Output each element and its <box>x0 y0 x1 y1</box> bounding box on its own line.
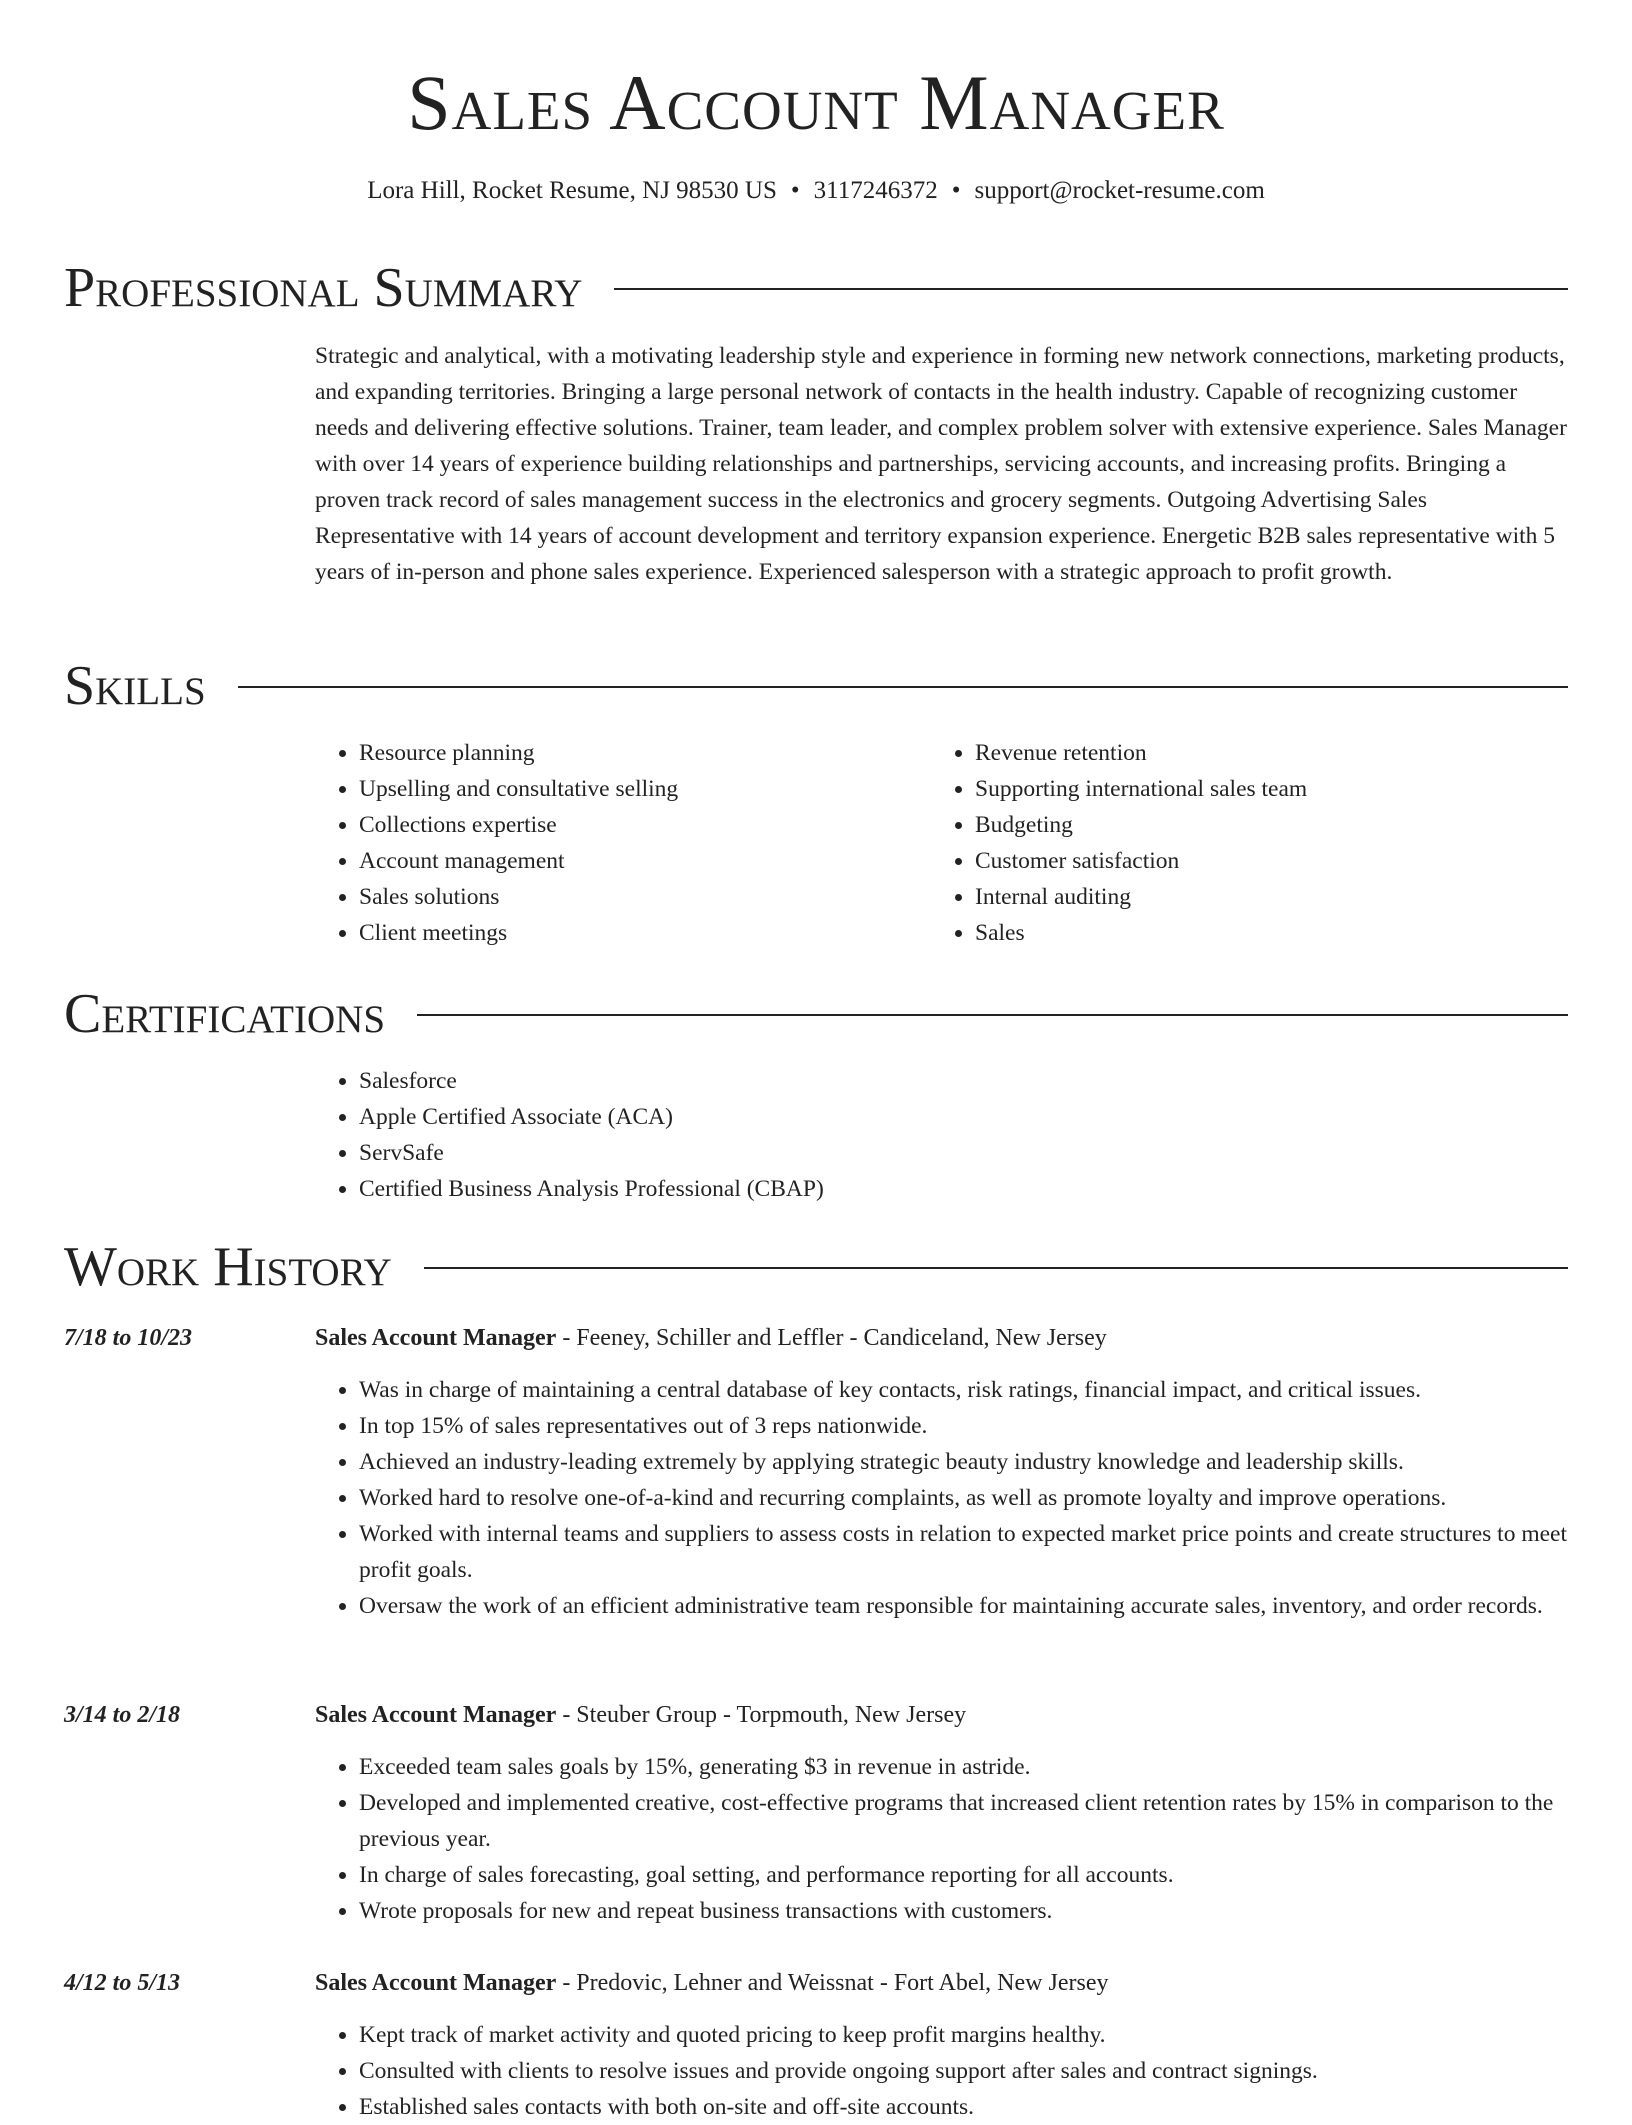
job-heading <box>315 1965 1108 2001</box>
contact-phone[interactable]: 3117246372 <box>813 177 938 204</box>
skill-item: • Internal auditing <box>975 879 1531 915</box>
section-header-work-history <box>64 1232 1568 1302</box>
job-duty-item: • Established sales contacts with both on-site and off-site accounts. <box>359 2089 1568 2125</box>
job-dates: 4/12 to 5/13 <box>64 1970 181 1996</box>
job-role: Sales Account Manager <box>315 1970 557 1996</box>
contact-separator: • <box>951 177 961 204</box>
section-title: Skills <box>64 655 206 717</box>
job-employer: - Steuber Group - Torpmouth, New Jersey <box>556 1702 967 1728</box>
skills-column-right <box>931 735 1531 951</box>
skill-item: • Sales solutions <box>359 879 915 915</box>
section-divider <box>238 686 1568 688</box>
job-duty-item: • Wrote proposals for new and repeat business transactions with customers. <box>359 1893 1568 1929</box>
job-employer: - Feeney, Schiller and Leffler - Candiceland, New Jersey <box>556 1325 1107 1351</box>
skill-item: • Client meetings <box>359 915 915 951</box>
job-employer: - Predovic, Lehner and Weissnat - Fort Abel, New Jersey <box>556 1970 1109 1996</box>
skill-item: • Supporting international sales team <box>975 771 1531 807</box>
section-header-certifications <box>64 979 1568 1049</box>
job-dates: 3/14 to 2/18 <box>64 1702 181 1728</box>
job-duties <box>315 2017 1568 2125</box>
certification-item: • Certified Business Analysis Professional (CBAP) <box>359 1171 1215 1207</box>
skill-item: • Customer satisfaction <box>975 843 1531 879</box>
section-title: Certifications <box>64 983 386 1045</box>
section-title: Professional Summary <box>64 257 583 319</box>
job-duty-item: • In top 15% of sales representatives out of 3 reps nationwide. <box>359 1408 1568 1444</box>
job-duty-item: • Worked hard to resolve one-of-a-kind and recurring complaints, as well as promote loyalty and improve operations. <box>359 1480 1568 1516</box>
certification-item: • Apple Certified Associate (ACA) <box>359 1099 1215 1135</box>
skill-item: • Sales <box>975 915 1531 951</box>
skill-item: • Resource planning <box>359 735 915 771</box>
job-duty-item: • Worked with internal teams and suppliers to assess costs in relation to expected market price points and create structures to meet profit goals. <box>359 1516 1568 1588</box>
job-heading <box>315 1320 1107 1356</box>
job-duty-item: • In charge of sales forecasting, goal setting, and performance reporting for all accounts. <box>359 1857 1568 1893</box>
job-duty-item: • Developed and implemented creative, cost-effective programs that increased client retention rates by 15% in comparison to the previous year. <box>359 1785 1568 1857</box>
job-duties <box>315 1749 1568 1929</box>
contact-email[interactable]: support@rocket-resume.com <box>974 177 1265 204</box>
skill-item: • Collections expertise <box>359 807 915 843</box>
certification-item: • Salesforce <box>359 1063 1215 1099</box>
section-divider <box>614 288 1568 290</box>
section-header-skills <box>64 651 1568 721</box>
skill-item: • Account management <box>359 843 915 879</box>
certifications-list <box>315 1063 1215 1207</box>
job-role: Sales Account Manager <box>315 1702 557 1728</box>
skill-item: • Upselling and consultative selling <box>359 771 915 807</box>
section-title: Work History <box>64 1236 392 1298</box>
contact-separator: • <box>790 177 800 204</box>
job-dates: 7/18 to 10/23 <box>64 1325 193 1351</box>
job-duty-item: • Exceeded team sales goals by 15%, generating $3 in revenue in astride. <box>359 1749 1568 1785</box>
section-header-summary <box>64 253 1568 323</box>
certification-item: • ServSafe <box>359 1135 1215 1171</box>
job-duty-item: • Achieved an industry-leading extremely by applying strategic beauty industry knowledge and leadership skills. <box>359 1444 1568 1480</box>
job-duty-item: • Consulted with clients to resolve issues and provide ongoing support after sales and contract signings. <box>359 2053 1568 2089</box>
job-duties <box>315 1372 1568 1624</box>
contact-address: Lora Hill, Rocket Resume, NJ 98530 US <box>367 177 777 204</box>
job-duty-item: • Oversaw the work of an efficient administrative team responsible for maintaining accurate sales, inventory, and order records. <box>359 1588 1568 1624</box>
section-divider <box>424 1267 1568 1269</box>
summary-text: Strategic and analytical, with a motivating leadership style and experience in forming new network connections, marketing products, and expanding territories. Bringing a large personal network of contacts in the health industry. Capable of recognizing customer needs and delivering effective solutions. Trainer, team leader, and complex problem solver with extensive experience. Sales Manager with over 14 years of experience building relationships and partnerships, servicing accounts, and increasing profits. Bringing a proven track record of sales management success in the electronics and grocery segments. Outgoing Advertising Sales Representative with 14 years of account development and territory expansion experience. Energetic B2B sales representative with 5 years of in-person and phone sales experience. Experienced salesperson with a strategic approach to profit growth. <box>315 343 1567 585</box>
job-heading <box>315 1697 966 1733</box>
skill-item: • Revenue retention <box>975 735 1531 771</box>
job-duty-item: • Was in charge of maintaining a central database of key contacts, risk ratings, financial impact, and critical issues. <box>359 1372 1568 1408</box>
section-divider <box>417 1014 1568 1016</box>
skills-column-left <box>315 735 915 951</box>
contact-line <box>0 176 1632 206</box>
resume-title: Sales Account Manager <box>407 59 1225 146</box>
job-role: Sales Account Manager <box>315 1325 557 1351</box>
job-duty-item: • Kept track of market activity and quoted pricing to keep profit margins healthy. <box>359 2017 1568 2053</box>
skill-item: • Budgeting <box>975 807 1531 843</box>
